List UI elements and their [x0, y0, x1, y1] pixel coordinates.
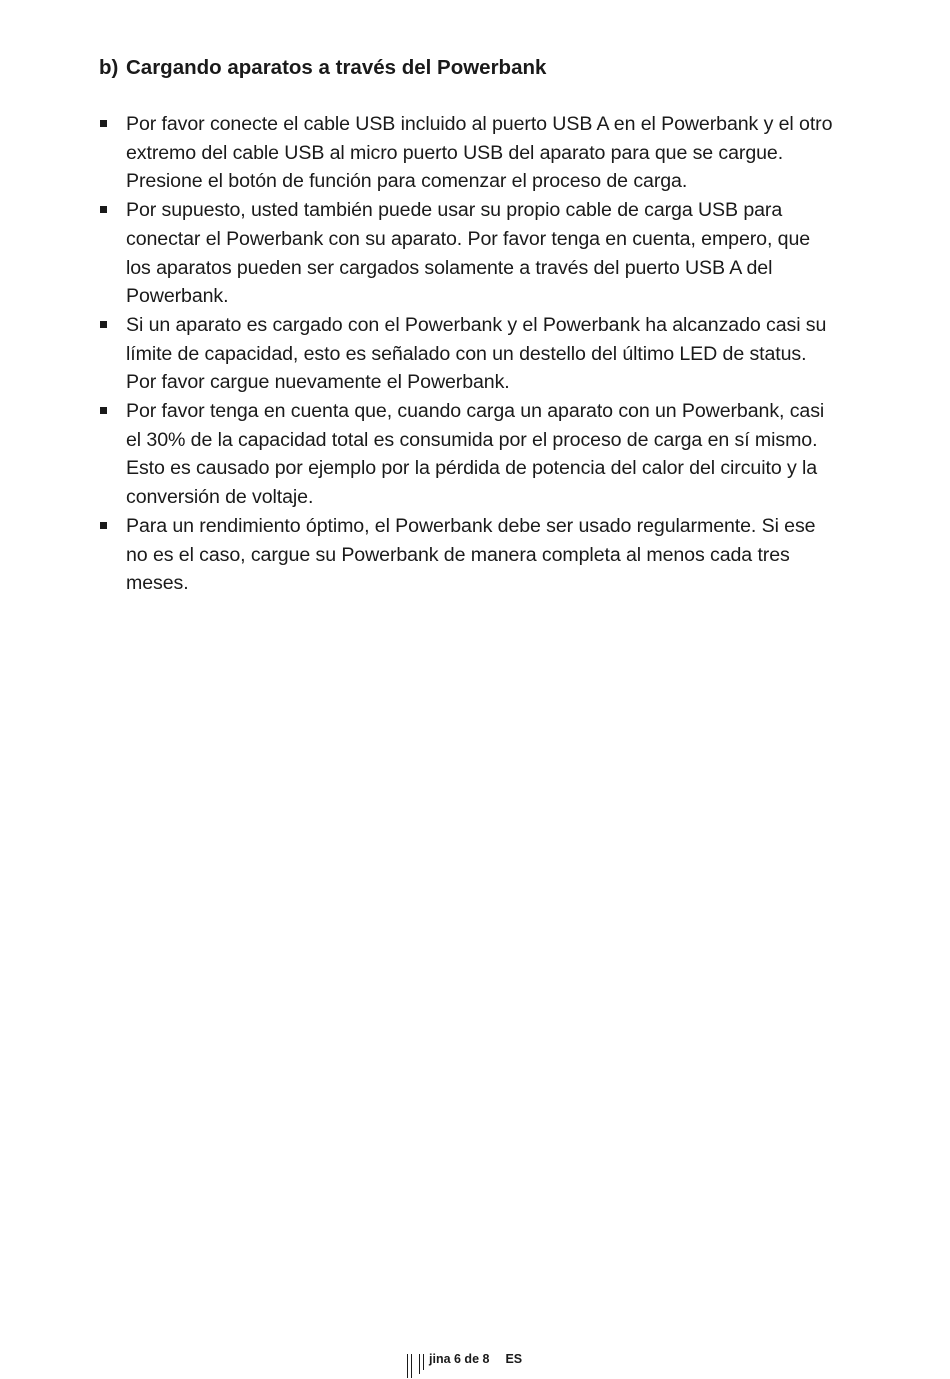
page-number: jina 6 de 8: [429, 1352, 490, 1366]
list-item: [99, 512, 839, 598]
page-footer: [406, 1350, 522, 1378]
list-item-text: Por favor tenga en cuenta que, cuando carga un aparato con un Powerbank, casi el 30% de la capacidad total es consumida por el proceso de carga en sí mismo. Esto es causado por ejemplo por la pérdida de potencia del calor del circuito y la conversión de voltaje.: [126, 400, 825, 509]
section-title: Cargando aparatos a través del Powerbank: [126, 56, 547, 79]
bullet-square-icon: [100, 206, 107, 213]
list-item: [99, 196, 839, 311]
section-label: b): [99, 56, 119, 79]
bullet-square-icon: [100, 321, 107, 328]
list-item: [99, 397, 839, 512]
bullet-square-icon: [100, 522, 107, 529]
list-item: [99, 110, 839, 196]
list-item-text: Por favor conecte el cable USB incluido al puerto USB A en el Powerbank y el otro extremo del cable USB al micro puerto USB del aparato para que se cargue. Presione el botón de función para comenzar el proceso de carga.: [126, 113, 833, 193]
list-item-text: Si un aparato es cargado con el Powerbank y el Powerbank ha alcanzado casi su límite de capacidad, esto es señalado con un destello del último LED de status. Por favor cargue nuevamente el Powerbank.: [126, 313, 827, 394]
list-item-text: Para un rendimiento óptimo, el Powerbank debe ser usado regularmente. Si ese no es el caso, cargue su Powerbank de manera completa al menos cada tres meses.: [126, 514, 816, 595]
language-code: ES: [505, 1352, 523, 1366]
bullet-square-icon: [100, 120, 107, 127]
clipped-text-artifact-icon: [406, 1350, 428, 1378]
section-heading: [99, 54, 546, 82]
instruction-list: [99, 110, 839, 598]
bullet-square-icon: [100, 407, 107, 414]
list-item-text: Por supuesto, usted también puede usar su propio cable de carga USB para conectar el Powerbank con su aparato. Por favor tenga en cuenta, empero, que los aparatos pueden ser cargados solamente a través del puerto USB A del Powerbank.: [126, 199, 811, 308]
list-item: [99, 311, 839, 397]
